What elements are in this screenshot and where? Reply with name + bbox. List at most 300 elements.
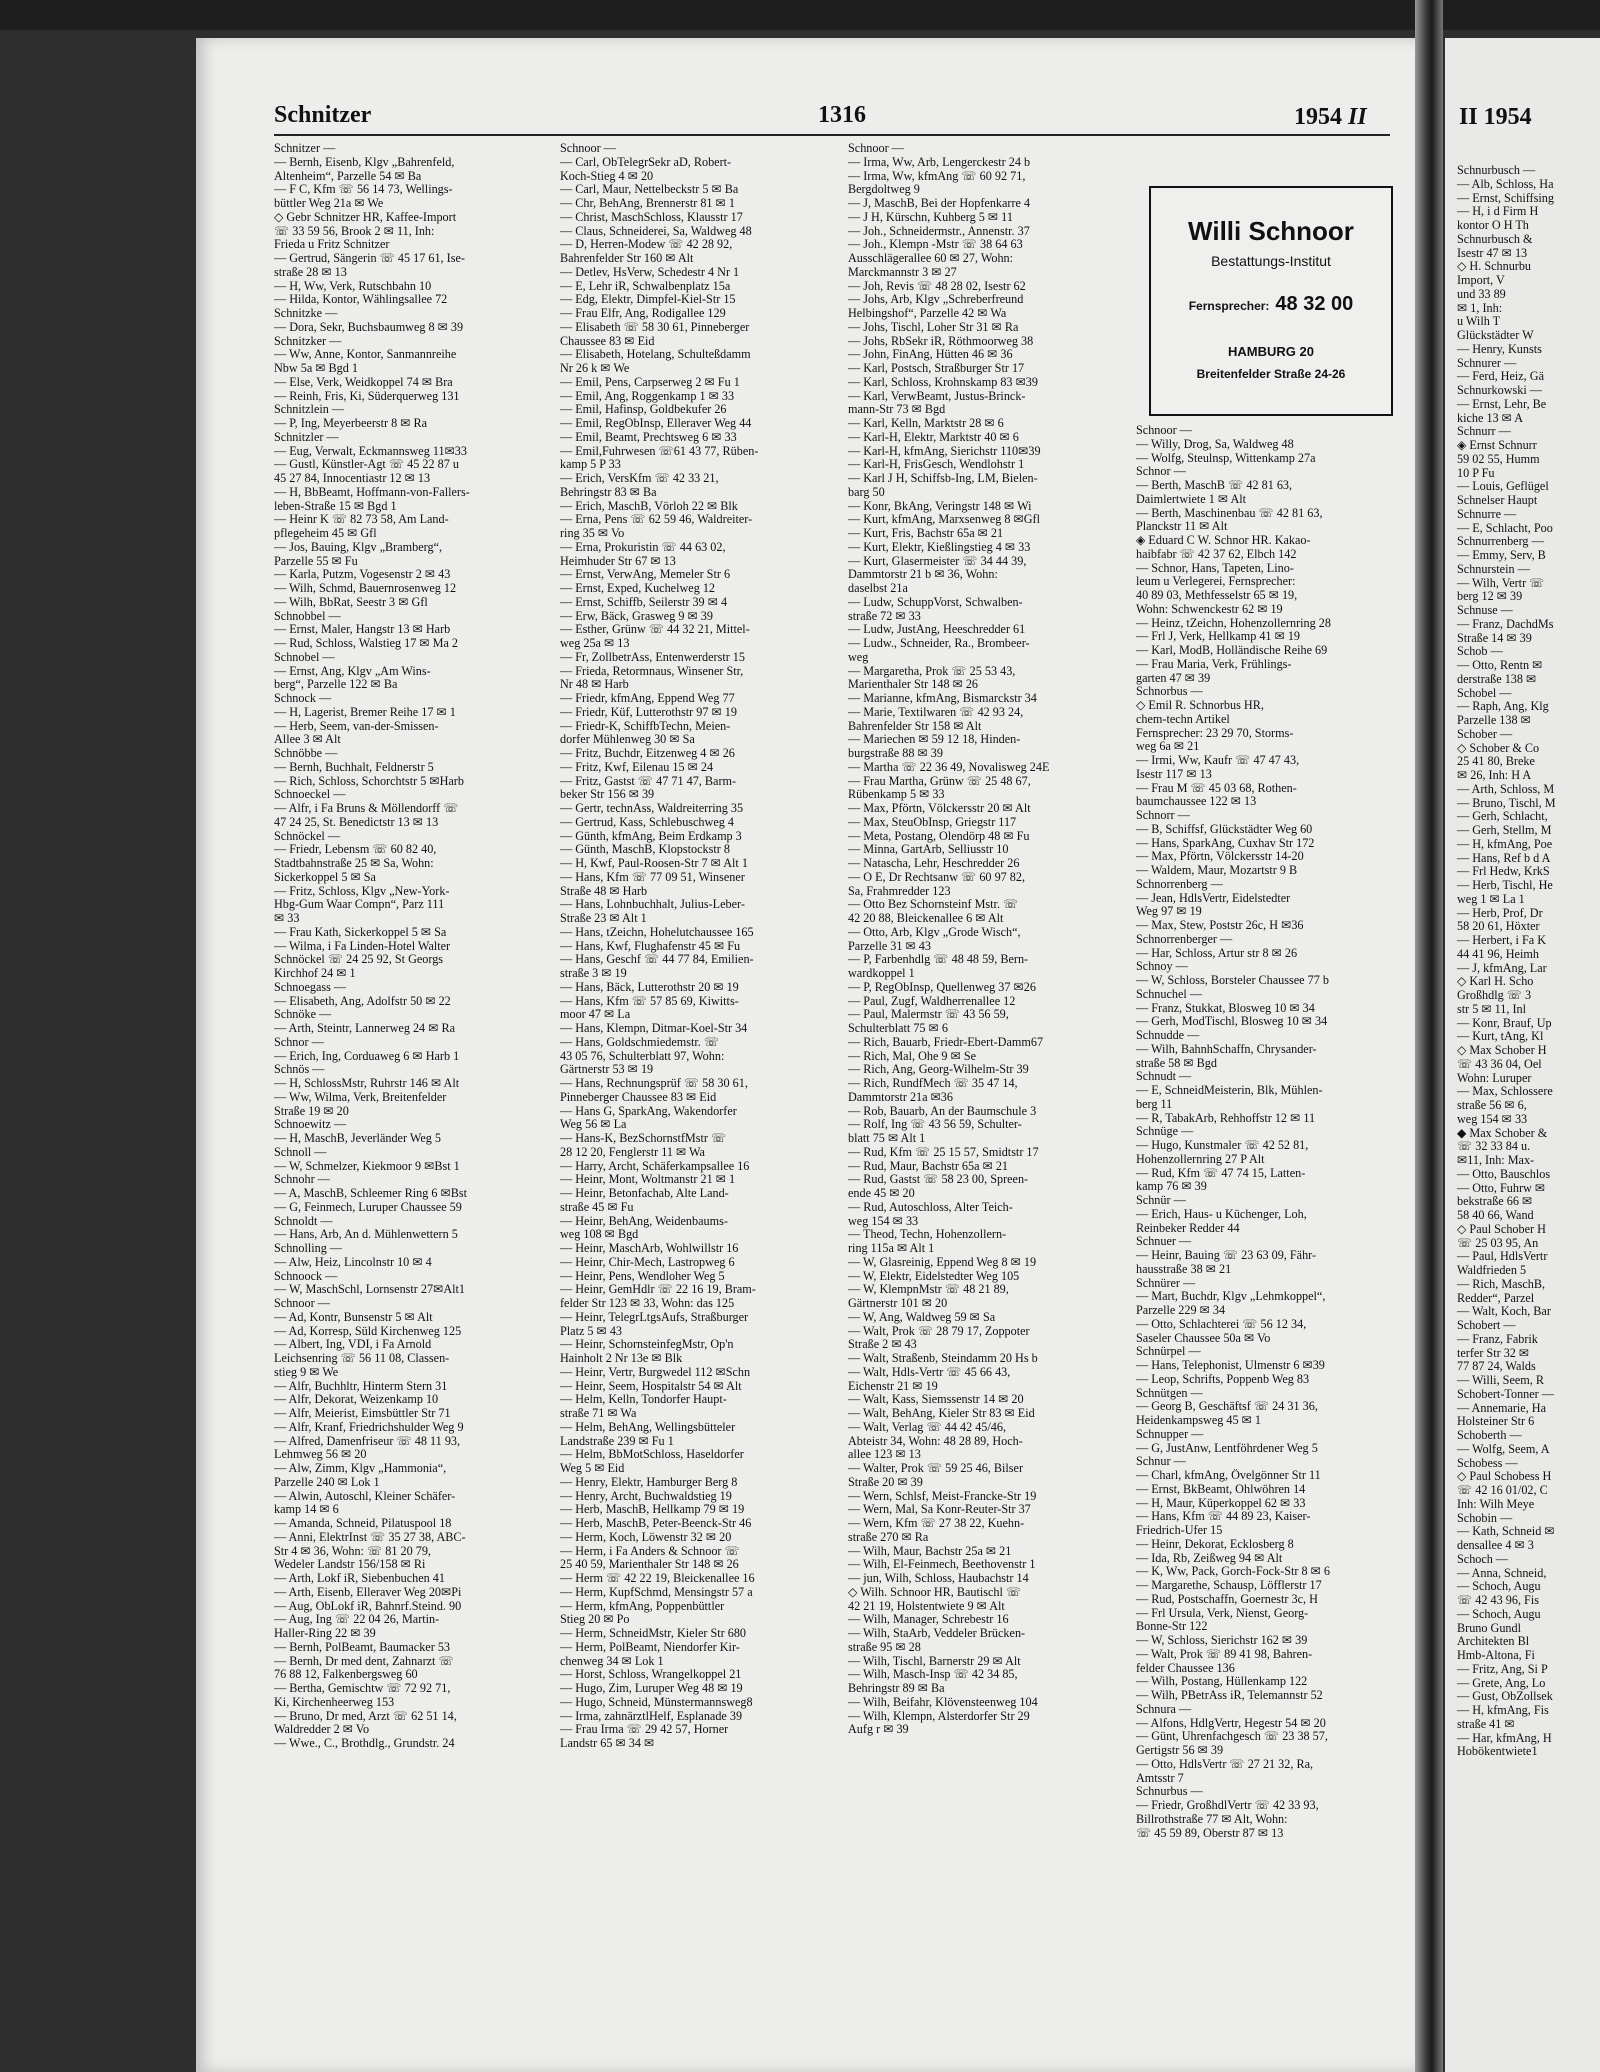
- directory-entry-line: Aufg r ✉ 39: [848, 1723, 909, 1737]
- directory-entry-line: Parzelle 31 ✉ 43: [848, 939, 931, 953]
- directory-entry-line: — Wilh, Maur, Bachstr 25a ✉ 21: [848, 1544, 1012, 1558]
- directory-entry-line: — Rich, Bauarb, Friedr-Ebert-Damm67: [848, 1035, 1044, 1049]
- directory-entry-line: Isestr 47 ✉ 13: [1457, 245, 1528, 260]
- directory-entry-line: 47 24 25, St. Benedictstr 13 ✉ 13: [274, 815, 439, 829]
- directory-entry-line: — Erich, VersKfm ☏ 42 33 21,: [560, 472, 719, 485]
- directory-entry-line: — Hans, Lohnbuchhalt, Julius-Leber-: [560, 898, 745, 912]
- directory-entry-line: — Heinr, TelegrLtgsAufs, Straßburger: [560, 1310, 749, 1324]
- directory-entry-line: — Waldem, Maur, Mozartstr 9 B: [1136, 864, 1298, 877]
- directory-entry-line: — Bruno, Dr med, Arzt ☏ 62 51 14,: [274, 1709, 457, 1723]
- directory-entry-line: — Otto, Schlachterei ☏ 56 12 34,: [1136, 1317, 1307, 1331]
- directory-entry-line: — J, kfmAng, Lar: [1457, 960, 1547, 975]
- directory-entry-line: — Herm ☏ 42 22 19, Bleickenallee 16: [560, 1572, 755, 1585]
- directory-entry-line: — W, KlempnMstr ☏ 48 21 89,: [848, 1283, 1009, 1297]
- directory-entry-line: Pinneberger Chaussee 83 ✉ Eid: [560, 1090, 717, 1104]
- directory-entry-line: — Joh., Schneidermstr., Annenstr. 37: [848, 224, 1030, 238]
- directory-entry-line: straße 95 ✉ 28: [848, 1640, 921, 1654]
- directory-entry-line: — Alfr, i Fa Bruns & Möllendorff ☏: [274, 802, 459, 815]
- directory-entry-line: weg 6a ✉ 21: [1136, 740, 1200, 754]
- directory-entry-line: — Detlev, HsVerw, Schedestr 4 Nr 1: [560, 265, 740, 279]
- directory-entry-line: — Max, Pförtn, Völckersstr 14-20: [1136, 850, 1304, 864]
- directory-entry-line: — Kurt, Glasermeister ☏ 34 44 39,: [848, 554, 1027, 568]
- directory-entry-line: Schobert —: [1457, 1318, 1516, 1332]
- directory-entry-line: ◇ Schober & Co: [1457, 740, 1540, 755]
- directory-entry-line: Gertigstr 56 ✉ 39: [1136, 1744, 1224, 1757]
- directory-entry-line: — Martha ☏ 22 36 49, Novalisweg 24E: [848, 760, 1050, 774]
- directory-entry-line: weg 25a ✉ 13: [560, 637, 630, 650]
- directory-entry-line: ☏ 42 43 96, Fis: [1457, 1593, 1539, 1607]
- directory-entry-line: — Marianne, kfmAng, Bismarckstr 34: [848, 692, 1037, 705]
- directory-entry-line: ◇ Max Schober H: [1457, 1043, 1547, 1057]
- directory-entry-line: — Alfr, Meierist, Eimsbüttler Str 71: [274, 1407, 451, 1420]
- directory-entry-line: — Max, Schlossere: [1457, 1084, 1553, 1099]
- directory-entry-line: — Erw, Bäck, Grasweg 9 ✉ 39: [560, 609, 713, 623]
- directory-entry-line: — Johs, Arb, Klgv „Schreberfreund: [848, 293, 1024, 307]
- directory-entry-line: — Johs, Tischl, Loher Str 31 ✉ Ra: [848, 320, 1019, 334]
- directory-entry-line: — Emil,Fuhrwesen ☏61 43 77, Rüben-: [560, 444, 759, 458]
- directory-entry-line: Fernsprecher: 23 29 70, Storms-: [1136, 726, 1294, 740]
- directory-entry-line: — Ludw, SchuppVorst, Schwalben-: [848, 595, 1023, 609]
- directory-entry-line: — Wwe., C., Brothdlg., Grundstr. 24: [274, 1737, 455, 1750]
- directory-entry-line: allee 123 ✉ 13: [848, 1448, 921, 1462]
- directory-entry-line: ring 115a ✉ Alt 1: [848, 1242, 935, 1255]
- directory-entry-line: — Natascha, Lehr, Heschredder 26: [848, 857, 1020, 870]
- directory-entry-line: — Mariechen ✉ 59 12 18, Hinden-: [848, 733, 1021, 747]
- directory-entry-line: — Joh, Revis ☏ 48 28 02, Isestr 62: [848, 279, 1026, 293]
- directory-entry-line: Schnoor —: [274, 1297, 330, 1310]
- directory-entry-line: — Hans, Kfm ☏ 44 89 23, Kaiser-: [1136, 1510, 1311, 1524]
- directory-entry-line: ◈ Eduard C W. Schnor HR. Kakao-: [1136, 534, 1311, 547]
- directory-entry-line: Hmb-Altona, Fi: [1457, 1648, 1535, 1662]
- directory-entry-line: — Rud, Schloss, Walstieg 17 ✉ Ma 2: [274, 637, 459, 650]
- directory-entry-line: — Gerh, ModTischl, Blosweg 10 ✉ 34: [1136, 1015, 1328, 1029]
- directory-entry-line: Straße 20 ✉ 39: [848, 1475, 923, 1489]
- directory-entry-line: — Walt, Straßenb, Steindamm 20 Hs b: [848, 1352, 1038, 1365]
- directory-entry-line: — Hans, Klempn, Ditmar-Koel-Str 34: [560, 1022, 748, 1035]
- directory-entry-line: — Albert, Ing, VDI, i Fa Arnold: [274, 1338, 432, 1352]
- directory-entry-line: — Amanda, Schneid, Pilatuspool 18: [274, 1517, 452, 1530]
- directory-entry-line: Großhdlg ☏ 3: [1457, 988, 1532, 1002]
- directory-entry-line: 44 41 96, Heimh: [1457, 946, 1539, 961]
- directory-entry-line: Schnupper —: [1136, 1427, 1204, 1441]
- directory-entry-line: — Arth, Eisenb, Elleraver Weg 20✉Pi: [274, 1585, 462, 1599]
- directory-entry-line: — Frau M ☏ 45 03 68, Rothen-: [1136, 781, 1297, 795]
- directory-entry-line: Parzelle 229 ✉ 34: [1136, 1304, 1226, 1317]
- directory-entry-line: 25 41 80, Breke: [1457, 754, 1535, 769]
- directory-entry-line: — Emil, Pens, Carpserweg 2 ✉ Fu 1: [560, 375, 740, 389]
- directory-entry-line: — Schoch, Augu: [1457, 1606, 1541, 1621]
- directory-entry-line: — Otto, Fuhrw ✉: [1457, 1180, 1546, 1195]
- directory-entry-line: Schnürpel —: [1136, 1345, 1201, 1359]
- ad-subtitle: Bestattungs-Institut: [1211, 253, 1331, 269]
- directory-entry-line: — Ernst, Schiffsing: [1457, 190, 1554, 205]
- directory-entry-line: — Annemarie, Ha: [1457, 1400, 1547, 1415]
- directory-entry-line: — H, Ww, Verk, Rutschbahn 10: [274, 279, 432, 293]
- directory-entry-line: — Heinr, Dekorat, Ecklosberg 8: [1136, 1537, 1294, 1551]
- directory-entry-line: Helbingshof“, Parzelle 42 ✉ Wa: [848, 307, 1007, 320]
- directory-entry-line: — J, MaschB, Bei der Hopfenkarre 4: [848, 197, 1031, 210]
- directory-entry-line: chem-techn Artikel: [1136, 712, 1230, 726]
- directory-entry-line: und 33 89: [1457, 286, 1506, 301]
- directory-entry-line: — Rich, RundfMech ☏ 35 47 14,: [848, 1077, 1018, 1090]
- directory-entry-line: ✉ 33: [274, 912, 300, 925]
- directory-entry-line: — Bernh, Dr med dent, Zahnarzt ☏: [274, 1654, 454, 1668]
- directory-entry-line: Schobert-Tonner —: [1457, 1386, 1554, 1401]
- directory-entry-line: Gärtnerstr 101 ✉ 20: [848, 1297, 948, 1310]
- directory-entry-line: — Dora, Sekr, Buchsbaumweg 8 ✉ 39: [274, 320, 464, 334]
- directory-entry-line: Wohn: Luruper: [1457, 1070, 1532, 1085]
- directory-entry-line: Architekten Bl: [1457, 1634, 1530, 1649]
- directory-entry-line: — Alfred, Damenfriseur ☏ 48 11 93,: [274, 1434, 461, 1448]
- directory-entry-line: Schnuer —: [1136, 1235, 1192, 1249]
- directory-entry-line: Schoberth —: [1457, 1428, 1522, 1442]
- directory-entry-line: Schobess —: [1457, 1455, 1518, 1470]
- directory-entry-line: Sickerkoppel 5 ✉ Sa: [274, 870, 376, 884]
- directory-entry-line: — Rud, Postschaffn, Goernestr 3c, H: [1136, 1592, 1318, 1606]
- directory-entry-line: — Alw, Zimm, Klgv „Hammonia“,: [274, 1462, 447, 1475]
- directory-entry-line: — Rich, MaschB,: [1457, 1276, 1546, 1291]
- directory-entry-line: — Bertha, Gemischtw ☏ 72 92 71,: [274, 1682, 451, 1695]
- directory-entry-line: 77 87 24, Walds: [1457, 1359, 1536, 1374]
- directory-entry-line: ring 35 ✉ Vo: [560, 527, 625, 540]
- directory-entry-line: — Gustl, Künstler-Agt ☏ 45 22 87 u: [274, 458, 459, 472]
- directory-entry-line: büttler Weg 21a ✉ We: [274, 197, 384, 210]
- directory-entry-line: — Wolfg, Seem, A: [1457, 1441, 1550, 1456]
- directory-entry-line: Schnitzlein —: [274, 403, 345, 417]
- directory-entry-line: — Günth, kfmAng, Beim Erdkamp 3: [560, 829, 742, 843]
- next-page-fragment: [1445, 38, 1600, 2072]
- directory-entry-line: Parzelle 55 ✉ Fu: [274, 554, 358, 568]
- directory-entry-line: — Frieda, Retormnaus, Winsener Str,: [560, 664, 744, 678]
- directory-entry-line: weg 154 ✉ 33: [848, 1214, 919, 1228]
- volume-value: II: [1348, 104, 1367, 130]
- directory-entry-line: — Walt, Hdls-Vertr ☏ 45 66 43,: [848, 1365, 1011, 1379]
- column-1: [274, 142, 550, 1751]
- directory-entry-line: — Karl-H, kfmAng, Sierichstr 110✉39: [848, 444, 1041, 458]
- directory-entry-line: — Erich, Ing, Corduaweg 6 ✉ Harb 1: [274, 1049, 460, 1063]
- directory-entry-line: — Berth, Maschinenbau ☏ 42 81 63,: [1136, 506, 1323, 520]
- directory-entry-line: — Wilh, Manager, Schrebestr 16: [848, 1613, 1009, 1627]
- directory-entry-line: — Erich, Haus- u Küchenger, Loh,: [1136, 1207, 1307, 1221]
- directory-entry-line: — Wilh, Tischl, Barnerstr 29 ✉ Alt: [848, 1654, 1021, 1668]
- directory-entry-line: — Rud, Maur, Bachstr 65a ✉ 21: [848, 1159, 1009, 1173]
- directory-entry-line: Dammtorstr 21 b ✉ 36, Wohn:: [848, 568, 998, 582]
- directory-entry-line: — Emmy, Serv, B: [1457, 548, 1546, 562]
- directory-entry-line: — Frl Hedw, KrkS: [1457, 864, 1550, 879]
- directory-entry-line: Bergdoltweg 9: [848, 183, 920, 197]
- directory-entry-line: — Emil, RegObInsp, Elleraver Weg 44: [560, 417, 752, 430]
- directory-entry-line: baumchaussee 122 ✉ 13: [1136, 795, 1257, 809]
- directory-entry-line: Schnudt —: [1136, 1070, 1192, 1084]
- directory-entry-line: Saseler Chaussee 50a ✉ Vo: [1136, 1331, 1271, 1345]
- directory-entry-line: — Wilh, Schmd, Bauernrosenweg 12: [274, 582, 457, 595]
- directory-entry-line: Schnura —: [1136, 1702, 1192, 1716]
- directory-entry-line: Schnurer —: [1457, 355, 1517, 370]
- directory-entry-line: — B, Schiffsf, Glückstädter Weg 60: [1136, 822, 1313, 836]
- directory-entry-line: Schnorr —: [1136, 809, 1190, 822]
- directory-entry-line: — Ww, Wilma, Verk, Breitenfelder: [274, 1090, 447, 1104]
- advertisement-box: [1149, 186, 1393, 416]
- directory-entry-line: — Irma, zahnärztlHelf, Esplanade 39: [560, 1709, 743, 1723]
- directory-entry-line: — Eug, Verwalt, Eckmannsweg 11✉33: [274, 444, 467, 458]
- directory-entry-line: — Herb, MaschB, Peter-Beenck-Str 46: [560, 1517, 752, 1530]
- directory-entry-line: 59 02 55, Humm: [1457, 451, 1540, 466]
- directory-entry-line: — Friedr, Lebensm ☏ 60 82 40,: [274, 843, 437, 857]
- directory-entry-line: wardkoppel 1: [848, 967, 915, 980]
- directory-entry-line: — Ernst, VerwAng, Memeler Str 6: [560, 568, 731, 582]
- directory-entry-line: — Walt, Prok ☏ 89 41 98, Bahren-: [1136, 1647, 1313, 1661]
- directory-entry-line: — Erna, Pens ☏ 62 59 46, Waldreiter-: [560, 513, 753, 527]
- directory-entry-line: Schnorrenberger —: [1136, 932, 1233, 946]
- directory-entry-line: Behringstr 83 ✉ Ba: [560, 485, 657, 499]
- directory-entry-line: Bonne-Str 122: [1136, 1620, 1208, 1634]
- directory-entry-line: — Har, kfmAng, H: [1457, 1730, 1552, 1745]
- directory-entry-line: Heimhuder Str 67 ✉ 13: [560, 554, 676, 568]
- directory-entry-line: — Walter, Prok ☏ 59 25 46, Bilser: [848, 1462, 1024, 1475]
- directory-entry-line: — Wilh, El-Feinmech, Beethovenstr 1: [848, 1558, 1036, 1572]
- directory-entry-line: — Arth, Lokf iR, Siebenbuchen 41: [274, 1572, 445, 1585]
- directory-entry-line: Rübenkamp 5 ✉ 33: [848, 788, 945, 802]
- directory-entry-line: burgstraße 88 ✉ 39: [848, 747, 943, 760]
- directory-entry-line: ◇ Emil R. Schnorbus HR,: [1136, 699, 1264, 712]
- directory-entry-line: — Rolf, Ing ☏ 43 56 59, Schulter-: [848, 1118, 1022, 1132]
- directory-entry-line: ✉ 1, Inh:: [1457, 300, 1503, 315]
- directory-entry-line: Weg 5 ✉ Eid: [560, 1462, 625, 1475]
- directory-entry-line: Heidenkampsweg 45 ✉ 1: [1136, 1414, 1261, 1427]
- directory-entry-line: — Joh., Klempn -Mstr ☏ 38 64 63: [848, 238, 1023, 252]
- directory-entry-line: — Theod, Techn, Hohenzollern-: [848, 1228, 1007, 1242]
- directory-entry-line: — Fritz, Schloss, Klgv „New-York-: [274, 884, 450, 898]
- directory-entry-line: — E, SchneidMeisterin, Blk, Mühlen-: [1136, 1084, 1323, 1097]
- directory-entry-line: — Bernh, PolBeamt, Baumacker 53: [274, 1640, 451, 1654]
- directory-entry-line: Schnor —: [274, 1035, 324, 1049]
- directory-entry-line: ◈ Ernst Schnurr: [1457, 438, 1537, 452]
- directory-entry-line: — Otto Bez Schornsteinf Mstr. ☏: [848, 898, 1019, 912]
- directory-entry-line: — Ernst, Exped, Kuchelweg 12: [560, 582, 716, 595]
- directory-entry-line: Schnurre —: [1457, 506, 1517, 521]
- directory-entry-line: — Carl, ObTelegrSekr aD, Robert-: [560, 155, 732, 169]
- directory-entry-line: — Wilh, PBetrAss iR, Telemannstr 52: [1136, 1689, 1323, 1702]
- directory-entry-line: — Kurt, Fris, Bachstr 65a ✉ 21: [848, 527, 1004, 540]
- directory-entry-line: Marckmannstr 3 ✉ 27: [848, 265, 957, 279]
- directory-entry-line: str 5 ✉ 11, Inl: [1457, 1001, 1527, 1016]
- directory-entry-line: weg 154 ✉ 33: [1457, 1111, 1528, 1126]
- directory-entry-line: — Wilh, Postang, Hüllenkamp 122: [1136, 1675, 1308, 1689]
- directory-entry-line: Schobel —: [1457, 685, 1512, 700]
- directory-entry-line: chenweg 34 ✉ Lok 1: [560, 1654, 664, 1668]
- directory-entry-line: — Heinr, Mont, Woltmanstr 21 ✉ 1: [560, 1173, 736, 1187]
- directory-entry-line: Schnöke —: [274, 1008, 332, 1022]
- directory-entry-line: 42 20 88, Bleickenallee 6 ✉ Alt: [848, 912, 1004, 925]
- column-3: [848, 142, 1124, 1737]
- directory-entry-line: — Alfons, HdlgVertr, Hegestr 54 ✉ 20: [1136, 1716, 1326, 1730]
- directory-entry-line: — Herm, KupfSchmd, Mensingstr 57 a: [560, 1585, 753, 1599]
- directory-entry-line: kontor O H Th: [1457, 218, 1529, 232]
- directory-entry-line: — Hans, Rechnungsprüf ☏ 58 30 61,: [560, 1077, 748, 1090]
- directory-entry-line: Redder“, Parzel: [1457, 1290, 1535, 1305]
- directory-entry-line: haibfabr ☏ 42 37 62, Elbch 142: [1136, 547, 1297, 561]
- directory-entry-line: — Max, Stew, Poststr 26c, H ✉36: [1136, 919, 1304, 932]
- directory-entry-line: — Franz, DachdMs: [1457, 616, 1554, 631]
- directory-entry-line: Straße 48 ✉ Harb: [560, 884, 648, 898]
- directory-entry-line: berg 11: [1136, 1097, 1173, 1111]
- directory-entry-line: — Alw, Heiz, Lincolnstr 10 ✉ 4: [274, 1255, 432, 1269]
- directory-entry-line: — Ad, Korresp, Süld Kirchenweg 125: [274, 1324, 462, 1338]
- directory-entry-line: — W, Schloss, Borsteler Chaussee 77 b: [1136, 974, 1329, 987]
- directory-entry-line: Behringstr 89 ✉ Ba: [848, 1682, 945, 1695]
- directory-entry-line: Schober —: [1457, 726, 1513, 741]
- directory-entry-line: — Walt, Koch, Bar: [1457, 1304, 1551, 1319]
- directory-entry-line: Lehmweg 56 ✉ 20: [274, 1448, 367, 1462]
- directory-entry-line: — Anni, ElektrInst ☏ 35 27 38, ABC-: [274, 1530, 466, 1544]
- directory-entry-line: — Franz, Fabrik: [1457, 1331, 1538, 1346]
- directory-entry-line: Schnitzer —: [274, 142, 336, 155]
- directory-entry-line: — Friedr, kfmAng, Eppend Weg 77: [560, 692, 735, 705]
- directory-entry-line: — Irmi, Ww, Kaufr ☏ 47 47 43,: [1136, 754, 1300, 767]
- directory-entry-line: — G, JustAnw, Lentföhrdener Weg 5: [1136, 1441, 1318, 1455]
- directory-entry-line: 76 88 12, Falkenbergsweg 60: [274, 1668, 418, 1682]
- directory-entry-line: — Hans, Ref b d A: [1457, 850, 1551, 865]
- directory-entry-line: — Marie, Textilwaren ☏ 42 93 24,: [848, 705, 1024, 719]
- directory-entry-line: Schnöbbe —: [274, 747, 338, 760]
- directory-entry-line: — Gertr, technAss, Waldreiterring 35: [560, 802, 744, 815]
- directory-entry-line: leum u Verlegerei, Fernsprecher:: [1136, 575, 1296, 589]
- directory-entry-line: — Mart, Buchdr, Klgv „Lehmkoppel“,: [1136, 1290, 1326, 1304]
- ad-company-name: Willi Schnoor: [1188, 216, 1354, 246]
- directory-entry-line: — Frl Ursula, Verk, Nienst, Georg-: [1136, 1606, 1309, 1620]
- directory-entry-line: weg 1 ✉ La 1: [1457, 891, 1525, 906]
- directory-entry-line: — Hugo, Schneid, Münstermannsweg8: [560, 1695, 753, 1709]
- directory-entry-line: — Ernst, Schiffb, Seilerstr 39 ✉ 4: [560, 595, 728, 609]
- directory-entry-line: — Emil, Ang, Roggenkamp 1 ✉ 33: [560, 389, 735, 403]
- directory-entry-line: — H, Kwf, Paul-Roosen-Str 7 ✉ Alt 1: [560, 857, 748, 870]
- directory-entry-line: Straße 23 ✉ Alt 1: [560, 912, 647, 925]
- directory-entry-line: Schoch —: [1457, 1551, 1509, 1566]
- directory-entry-line: — Herbert, i Fa K: [1457, 933, 1547, 947]
- directory-entry-line: Gärtnerstr 53 ✉ 19: [560, 1063, 654, 1077]
- directory-entry-line: — Hans, Geschf ☏ 44 77 84, Emilien-: [560, 953, 754, 967]
- year-value: 1954: [1294, 104, 1342, 130]
- directory-entry-line: — Jos, Bauing, Klgv „Bramberg“,: [274, 540, 443, 554]
- directory-entry-line: — Fritz, Gastst ☏ 47 71 47, Barm-: [560, 774, 737, 788]
- directory-entry-line: — H, kfmAng, Poe: [1457, 836, 1553, 851]
- directory-entry-line: daselbst 21a: [848, 582, 908, 595]
- directory-entry-line: Import, V: [1457, 273, 1505, 287]
- directory-entry-line: — Hugo, Zim, Luruper Weg 48 ✉ 19: [560, 1682, 743, 1695]
- directory-entry-line: — Otto, Bauschlos: [1457, 1166, 1551, 1181]
- directory-entry-line: — Max, Pförtn, Völckersstr 20 ✉ Alt: [848, 802, 1031, 815]
- directory-entry-line: — J H, Kürschn, Kuhberg 5 ✉ 11: [848, 210, 1013, 224]
- directory-entry-line: — Kurt, kfmAng, Marxsenweg 8 ✉Gfl: [848, 513, 1040, 527]
- directory-entry-line: — Fritz, Ang, Si P: [1457, 1661, 1548, 1676]
- directory-entry-line: — Rud, Kfm ☏ 25 15 57, Smidtstr 17: [848, 1145, 1039, 1159]
- directory-entry-line: mann-Str 73 ✉ Bgd: [848, 403, 946, 417]
- directory-entry-line: — Aug, ObLokf iR, Bahnrf.Steind. 90: [274, 1599, 462, 1613]
- directory-entry-line: — Rob, Bauarb, An der Baumschule 3: [848, 1104, 1037, 1118]
- directory-entry-line: — Chr, BehAng, Brennerstr 81 ✉ 1: [560, 197, 735, 210]
- directory-entry-line: Str 4 ✉ 36, Wohn: ☏ 81 20 79,: [274, 1544, 431, 1558]
- directory-entry-line: — Elisabeth, Ang, Adolfstr 50 ✉ 22: [274, 994, 451, 1008]
- directory-entry-line: straße 3 ✉ 19: [560, 967, 627, 980]
- directory-page: [196, 38, 1420, 2072]
- directory-entry-line: — Karl J H, Schiffsb-Ing, LM, Bielen-: [848, 472, 1038, 485]
- directory-entry-line: — Hans, Kfm ☏ 57 85 69, Kiwitts-: [560, 994, 739, 1008]
- directory-entry-line: — Gertrud, Sängerin ☏ 45 17 61, Ise-: [274, 252, 465, 265]
- directory-entry-line: — Hans, Bäck, Lutterothstr 20 ✉ 19: [560, 980, 739, 994]
- directory-entry-line: Schnurstein —: [1457, 561, 1530, 576]
- directory-entry-line: Schob —: [1457, 644, 1503, 659]
- directory-entry-line: — Karla, Putzm, Vogesenstr 2 ✉ 43: [274, 568, 451, 582]
- directory-entry-line: — Anna, Schneid,: [1457, 1565, 1547, 1580]
- directory-entry-line: Schnüge —: [1136, 1125, 1194, 1139]
- directory-entry-line: ◇ Paul Schober H: [1457, 1221, 1546, 1236]
- directory-entry-line: — H, BbBeamt, Hoffmann-von-Fallers-: [274, 485, 470, 499]
- directory-entry-line: — Wilh, Masch-Insp ☏ 42 34 85,: [848, 1668, 1018, 1682]
- directory-entry-line: ◇ H. Schnurbu: [1457, 259, 1532, 274]
- directory-entry-line: — Herb, MaschB, Hellkamp 79 ✉ 19: [560, 1503, 745, 1517]
- directory-entry-line: Schnurr —: [1457, 424, 1511, 439]
- directory-entry-line: Altenheim“, Parzelle 54 ✉ Ba: [274, 169, 422, 183]
- directory-entry-line: — Alfr, Buchhltr, Hinterm Stern 31: [274, 1379, 448, 1393]
- directory-entry-line: — F C, Kfm ☏ 56 14 73, Wellings-: [274, 183, 453, 197]
- directory-entry-line: — Friedr, Küf, Lutterothstr 97 ✉ 19: [560, 705, 737, 719]
- directory-entry-line: — H, Lagerist, Bremer Reihe 17 ✉ 1: [274, 705, 456, 719]
- directory-entry-line: straße 270 ✉ Ra: [848, 1530, 929, 1544]
- directory-entry-line: — Ferd, Heiz, Gä: [1457, 369, 1544, 384]
- directory-entry-line: — Friedr, GroßhdlVertr ☏ 42 33 93,: [1136, 1799, 1319, 1812]
- directory-entry-line: Schnoll —: [274, 1145, 327, 1159]
- directory-entry-line: berg“, Parzelle 122 ✉ Ba: [274, 678, 398, 692]
- next-page-column: [1457, 164, 1600, 1759]
- directory-entry-line: — Heinr, Seem, Hospitalstr 54 ✉ Alt: [560, 1379, 742, 1393]
- directory-entry-line: — Wilh, Klempn, Alsterdorfer Str 29: [848, 1709, 1030, 1723]
- directory-entry-line: straße 45 ✉ Fu: [560, 1200, 634, 1214]
- directory-entry-line: Schnolling —: [274, 1242, 343, 1255]
- directory-entry-line: — Reinh, Fris, Ki, Süderquerweg 131: [274, 389, 460, 403]
- directory-entry-line: Wohn: Schwenckestr 62 ✉ 19: [1136, 602, 1283, 616]
- directory-entry-line: — Franz, Stukkat, Blosweg 10 ✉ 34: [1136, 1001, 1315, 1015]
- directory-entry-line: Schnor —: [1136, 465, 1186, 479]
- directory-entry-line: — Herm, SchneidMstr, Kieler Str 680: [560, 1627, 747, 1640]
- directory-entry-line: — Herm, i Fa Anders & Schnoor ☏: [560, 1544, 740, 1558]
- directory-entry-line: Schnurbusch &: [1457, 231, 1533, 246]
- directory-entry-line: — Schnor, Hans, Tapeten, Lino-: [1136, 561, 1294, 575]
- directory-entry-line: — A, MaschB, Schleemer Ring 6 ✉Bst: [274, 1187, 468, 1200]
- directory-entry-line: — Charl, kfmAng, Övelgönner Str 11: [1136, 1469, 1321, 1482]
- directory-entry-line: Dammtorstr 21a ✉36: [848, 1090, 953, 1104]
- directory-entry-line: — Schoch, Augu: [1457, 1579, 1541, 1594]
- directory-entry-line: — W, Elektr, Eidelstedter Weg 105: [848, 1269, 1020, 1283]
- directory-entry-line: — Alwin, Autoschl, Kleiner Schäfer-: [274, 1489, 456, 1503]
- directory-entry-line: Schobin —: [1457, 1510, 1513, 1525]
- directory-entry-line: — Gust, ObZollsek: [1457, 1689, 1553, 1704]
- directory-entry-line: Hobökentwiete1: [1457, 1744, 1538, 1759]
- column-2: [560, 142, 836, 1751]
- directory-entry-line: beker Str 156 ✉ 39: [560, 788, 655, 802]
- directory-entry-line: — Otto, Rentn ✉: [1457, 658, 1543, 672]
- directory-entry-line: ☏ 42 16 01/02, C: [1457, 1483, 1548, 1497]
- directory-entry-line: pflegeheim 45 ✉ Gfl: [274, 527, 377, 540]
- directory-entry-line: ◆ Max Schober &: [1457, 1125, 1548, 1140]
- directory-entry-line: Bahrenfelder Str 158 ✉ Alt: [848, 719, 982, 733]
- directory-entry-line: — W, Schloss, Sierichstr 162 ✉ 39: [1136, 1634, 1308, 1647]
- directory-entry-line: — Else, Verk, Weidkoppel 74 ✉ Bra: [274, 375, 453, 389]
- directory-entry-line: — Willi, Seem, R: [1457, 1373, 1544, 1387]
- directory-entry-line: — Johs, RbSekr iR, Röthmoorweg 38: [848, 334, 1034, 348]
- directory-entry-line: terfer Str 32 ✉: [1457, 1345, 1530, 1360]
- directory-entry-line: — H, Maur, Küperkoppel 62 ✉ 33: [1136, 1496, 1306, 1510]
- directory-entry-line: kamp 14 ✉ 6: [274, 1503, 339, 1517]
